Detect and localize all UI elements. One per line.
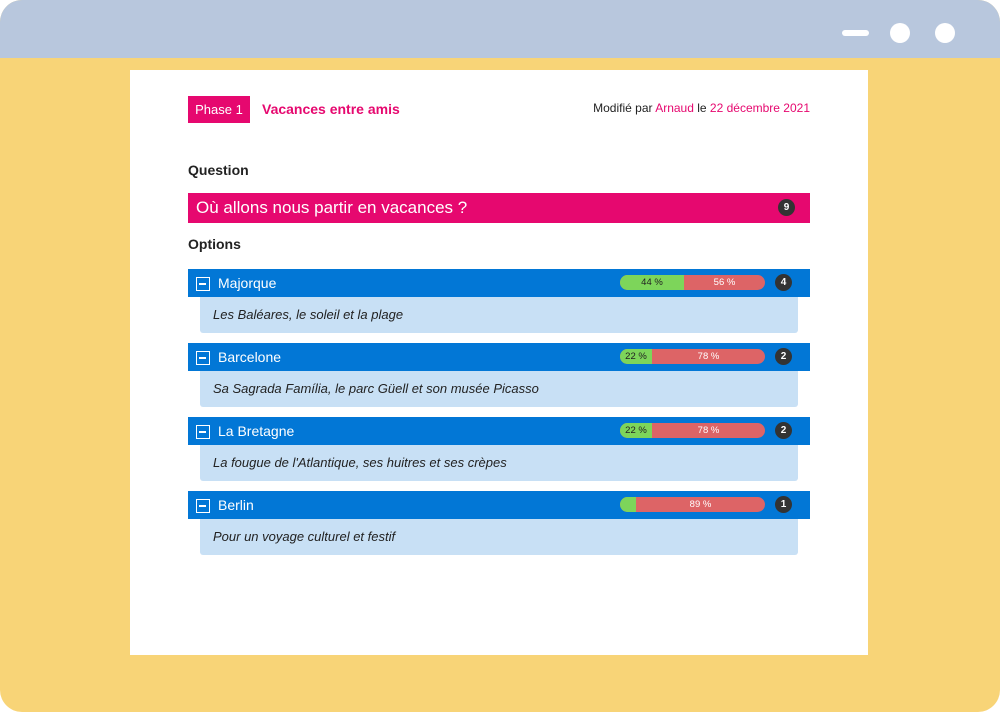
option-item <box>188 343 810 407</box>
collapse-toggle-icon[interactable] <box>196 425 210 439</box>
option-title: Berlin <box>218 497 254 513</box>
option-title: Barcelone <box>218 349 282 365</box>
vote-yes-segment: 22 % <box>620 423 652 438</box>
option-header[interactable] <box>188 269 810 297</box>
option-header[interactable] <box>188 343 810 371</box>
option-title: La Bretagne <box>218 423 295 439</box>
phase-badge: Phase 1 <box>188 96 250 123</box>
option-description: Les Baléares, le soleil et la plage <box>213 307 404 322</box>
option-header[interactable] <box>188 417 810 445</box>
question-text: Où allons nous partir en vacances ? <box>196 198 468 217</box>
vote-yes-segment: 22 % <box>620 349 652 364</box>
project-title: Vacances entre amis <box>262 101 400 117</box>
option-description: Pour un voyage culturel et festif <box>213 529 396 544</box>
option-vote-count: 2 <box>775 422 792 439</box>
option-description-panel <box>200 445 798 481</box>
option-item <box>188 417 810 481</box>
options-label: Options <box>188 236 241 252</box>
content-panel <box>130 70 868 655</box>
option-description: La fougue de l'Atlantique, ses huitres et ses crèpes <box>213 455 507 470</box>
option-description: Sa Sagrada Família, le parc Güell et son musée Picasso <box>213 381 539 396</box>
close-icon[interactable] <box>935 23 955 43</box>
option-header[interactable] <box>188 491 810 519</box>
minimize-icon[interactable] <box>842 30 869 36</box>
vote-no-segment: 56 % <box>713 277 736 288</box>
vote-no-segment: 78 % <box>697 351 720 362</box>
modified-prefix: Modifié par <box>593 101 653 115</box>
collapse-toggle-icon[interactable] <box>196 277 210 291</box>
title-bar <box>0 0 1000 58</box>
vote-ratio-bar <box>620 349 765 364</box>
option-description-panel <box>200 371 798 407</box>
question-label: Question <box>188 162 249 178</box>
option-item <box>188 491 810 555</box>
collapse-toggle-icon[interactable] <box>196 351 210 365</box>
question-bar[interactable] <box>188 193 810 223</box>
vote-no-segment: 89 % <box>689 499 712 510</box>
maximize-icon[interactable] <box>890 23 910 43</box>
option-vote-count: 2 <box>775 348 792 365</box>
collapse-toggle-icon[interactable] <box>196 499 210 513</box>
option-vote-count: 4 <box>775 274 792 291</box>
vote-ratio-bar <box>620 497 765 512</box>
vote-no-segment: 78 % <box>697 425 720 436</box>
option-title: Majorque <box>218 275 277 291</box>
modified-info <box>593 101 810 115</box>
vote-yes-segment: 44 % <box>620 275 684 290</box>
option-vote-count: 1 <box>775 496 792 513</box>
option-description-panel <box>200 297 798 333</box>
modified-middle: le <box>697 101 707 115</box>
vote-ratio-bar <box>620 423 765 438</box>
vote-ratio-bar <box>620 275 765 290</box>
option-item <box>188 269 810 333</box>
modified-date: 22 décembre 2021 <box>709 101 810 115</box>
vote-yes-segment <box>620 497 636 512</box>
modified-author: Arnaud <box>655 101 694 115</box>
option-description-panel <box>200 519 798 555</box>
question-vote-count: 9 <box>778 199 795 216</box>
